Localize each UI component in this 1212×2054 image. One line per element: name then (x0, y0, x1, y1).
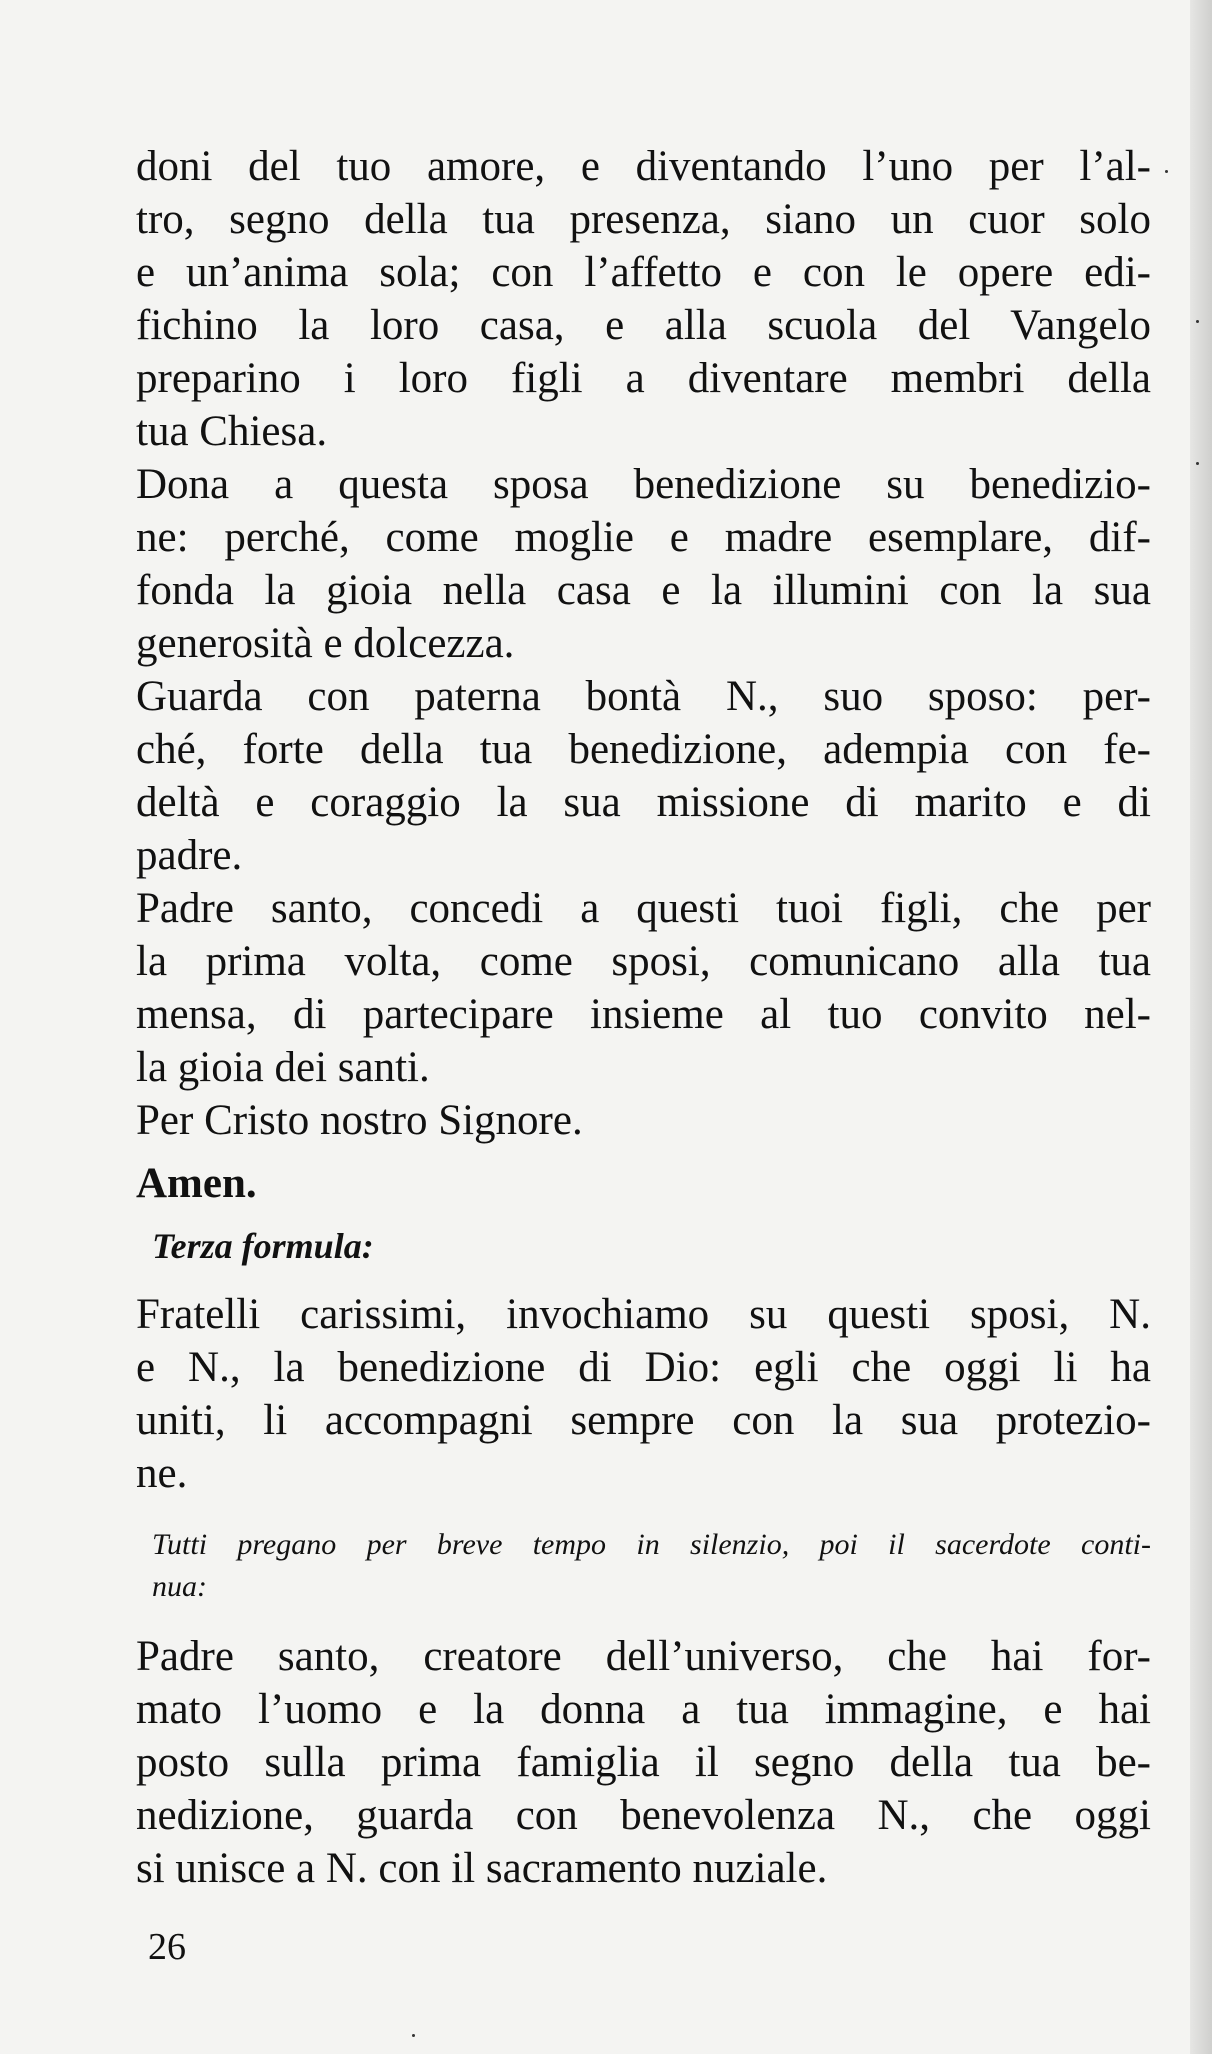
text-line: padre. (136, 832, 243, 879)
scan-speck (1165, 170, 1168, 173)
paragraph-2 (136, 458, 1151, 670)
amen-response: Amen. (136, 1160, 257, 1207)
text-line: Padre santo, creatore dell’universo, che hai for- (136, 1633, 1151, 1680)
text-line: deltà e coraggio la sua missione di marito e di (136, 779, 1151, 826)
text-line: posto sulla prima famiglia il segno della tua be- (136, 1739, 1151, 1786)
section-heading: Terza formula: (152, 1226, 374, 1266)
scan-speck (1196, 462, 1199, 465)
page-number: 26 (148, 1926, 186, 1968)
paragraph-4 (136, 882, 1151, 1094)
text-line: doni del tuo amore, e diventando l’uno per l’al- (136, 143, 1151, 190)
text-line: nedizione, guarda con benevolenza N., che oggi (136, 1792, 1151, 1839)
page-edge-shadow (1190, 0, 1212, 2054)
text-line: e un’anima sola; con l’affetto e con le opere edi- (136, 249, 1151, 296)
text-line: preparino i loro figli a diventare membri della (136, 355, 1151, 402)
text-line: e N., la benedizione di Dio: egli che oggi li ha (136, 1344, 1151, 1391)
text-line: si unisce a N. con il sacramento nuziale. (136, 1845, 828, 1892)
rubric-instruction (152, 1524, 1151, 1608)
paragraph-1 (136, 140, 1151, 458)
scan-speck (1196, 320, 1199, 323)
rubric-line: Tutti pregano per breve tempo in silenzio, poi il sacerdote conti- (152, 1528, 1151, 1561)
text-line: Fratelli carissimi, invochiamo su questi sposi, N. (136, 1291, 1151, 1338)
paragraph-6 (136, 1288, 1151, 1500)
paragraph-5 (136, 1094, 1151, 1147)
text-line: tro, segno della tua presenza, siano un cuor solo (136, 196, 1151, 243)
text-line: uniti, li accompagni sempre con la sua protezio- (136, 1397, 1151, 1444)
text-line: tua Chiesa. (136, 408, 328, 455)
text-line: ché, forte della tua benedizione, adempia con fe- (136, 726, 1151, 773)
text-line: fonda la gioia nella casa e la illumini con la sua (136, 567, 1151, 614)
paragraph-7 (136, 1630, 1151, 1895)
text-line: la gioia dei santi. (136, 1044, 430, 1091)
text-line: Per Cristo nostro Signore. (136, 1097, 583, 1144)
text-line: fichino la loro casa, e alla scuola del Vangelo (136, 302, 1151, 349)
text-line: la prima volta, come sposi, comunicano alla tua (136, 938, 1151, 985)
paragraph-3 (136, 670, 1151, 882)
text-line: generosità e dolcezza. (136, 620, 515, 667)
page-text (136, 140, 1151, 1895)
text-line: Guarda con paterna bontà N., suo sposo: per- (136, 673, 1151, 720)
rubric-line: nua: (152, 1570, 207, 1603)
text-line: Padre santo, concedi a questi tuoi figli, che per (136, 885, 1151, 932)
text-line: ne. (136, 1450, 188, 1497)
scan-speck (412, 2034, 415, 2037)
text-line: Dona a questa sposa benedizione su benedizio- (136, 461, 1151, 508)
text-line: mato l’uomo e la donna a tua immagine, e hai (136, 1686, 1151, 1733)
text-line: ne: perché, come moglie e madre esemplare, dif- (136, 514, 1151, 561)
text-line: mensa, di partecipare insieme al tuo convito nel- (136, 991, 1151, 1038)
